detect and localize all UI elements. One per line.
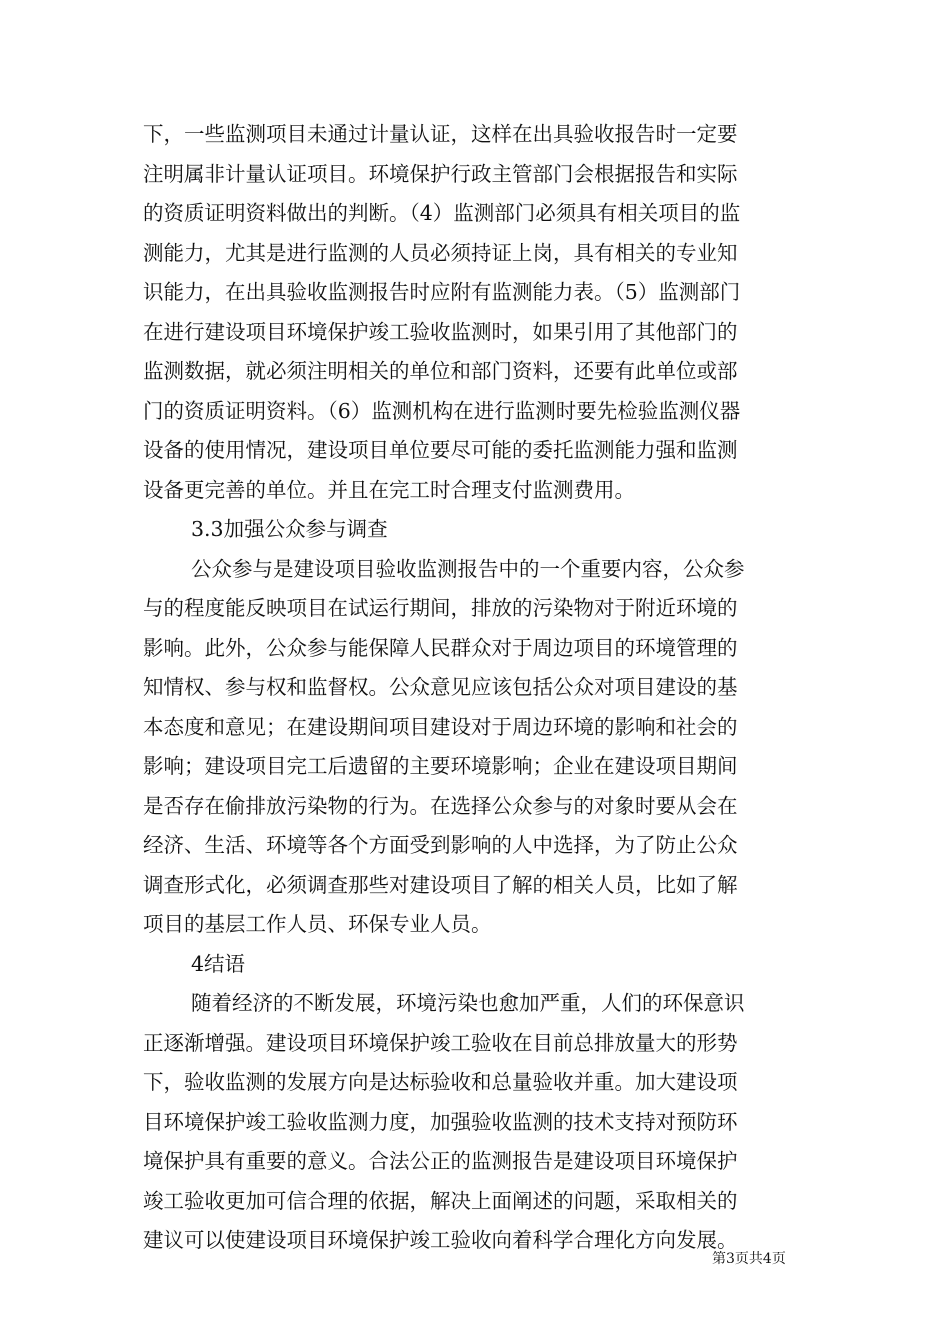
text-line: 与的程度能反映项目在试运行期间，排放的污染物对于附近环境的	[143, 596, 738, 620]
text-line: 本态度和意见；在建设期间项目建设对于周边环境的影响和社会的	[143, 714, 738, 739]
section-heading-4: 4结语	[191, 951, 246, 976]
paragraph-conclusion	[143, 984, 807, 1261]
text-line: 监测数据，就必须注明相关的单位和部门资料，还要有此单位或部	[143, 359, 738, 383]
text-line: 公众参与是建设项目验收监测报告中的一个重要内容，公众参	[191, 556, 745, 581]
text-line: 下，一些监测项目未通过计量认证，这样在出具验收报告时一定要	[143, 122, 738, 146]
text-line: 注明属非计量认证项目。环境保护行政主管部门会根据报告和实际	[143, 161, 738, 186]
text-line: 影响。此外，公众参与能保障人民群众对于周边项目的环境管理的	[143, 635, 738, 660]
text-line: 建议可以使建设项目环境保护竣工验收向着科学合理化方向发展。	[143, 1228, 738, 1252]
text-line: 是否存在偷排放污染物的行为。在选择公众参与的对象时要从会在	[143, 793, 738, 818]
paragraph-public-participation	[143, 550, 807, 945]
text-line: 竣工验收更加可信合理的依据，解决上面阐述的问题，采取相关的	[143, 1188, 738, 1213]
text-line: 正逐渐增强。建设项目环境保护竣工验收在目前总排放量大的形势	[143, 1030, 738, 1055]
text-line: 影响；建设项目完工后遗留的主要环境影响；企业在建设项目期间	[143, 754, 738, 778]
text-line: 目环境保护竣工验收监测力度，加强验收监测的技术支持对预防环	[143, 1109, 738, 1134]
text-line: 项目的基层工作人员、环保专业人员。	[143, 912, 492, 936]
text-line: 测能力，尤其是进行监测的人员必须持证上岗，具有相关的专业知	[143, 240, 738, 265]
text-line: 下，验收监测的发展方向是达标验收和总量验收并重。加大建设项	[143, 1070, 738, 1094]
text-line: 随着经济的不断发展，环境污染也愈加严重，人们的环保意识	[191, 991, 745, 1015]
text-line: 境保护具有重要的意义。合法公正的监测报告是建设项目环境保护	[143, 1149, 738, 1173]
text-line: 的资质证明资料做出的判断。（4）监测部门必须具有相关项目的监	[143, 201, 741, 225]
text-line: 门的资质证明资料。（6）监测机构在进行监测时要先检验监测仪器	[143, 398, 741, 423]
text-line: 在进行建设项目环境保护竣工验收监测时，如果引用了其他部门的	[143, 319, 738, 344]
section-heading-3-3: 3.3加强公众参与调查	[191, 517, 388, 541]
text-line: 经济、生活、环境等各个方面受到影响的人中选择，为了防止公众	[143, 833, 738, 857]
text-line: 知情权、参与权和监督权。公众意见应该包括公众对项目建设的基	[143, 675, 738, 699]
page-number: 第3页共4页	[712, 1251, 786, 1267]
document-body	[143, 115, 807, 1261]
paragraph-monitoring-requirements	[143, 115, 807, 510]
text-line: 设备更完善的单位。并且在完工时合理支付监测费用。	[143, 477, 635, 502]
text-line: 设备的使用情况，建设项目单位要尽可能的委托监测能力强和监测	[143, 438, 738, 462]
text-line: 调查形式化，必须调查那些对建设项目了解的相关人员，比如了解	[143, 872, 738, 897]
text-line: 识能力，在出具验收监测报告时应附有监测能力表。（5）监测部门	[143, 280, 741, 304]
